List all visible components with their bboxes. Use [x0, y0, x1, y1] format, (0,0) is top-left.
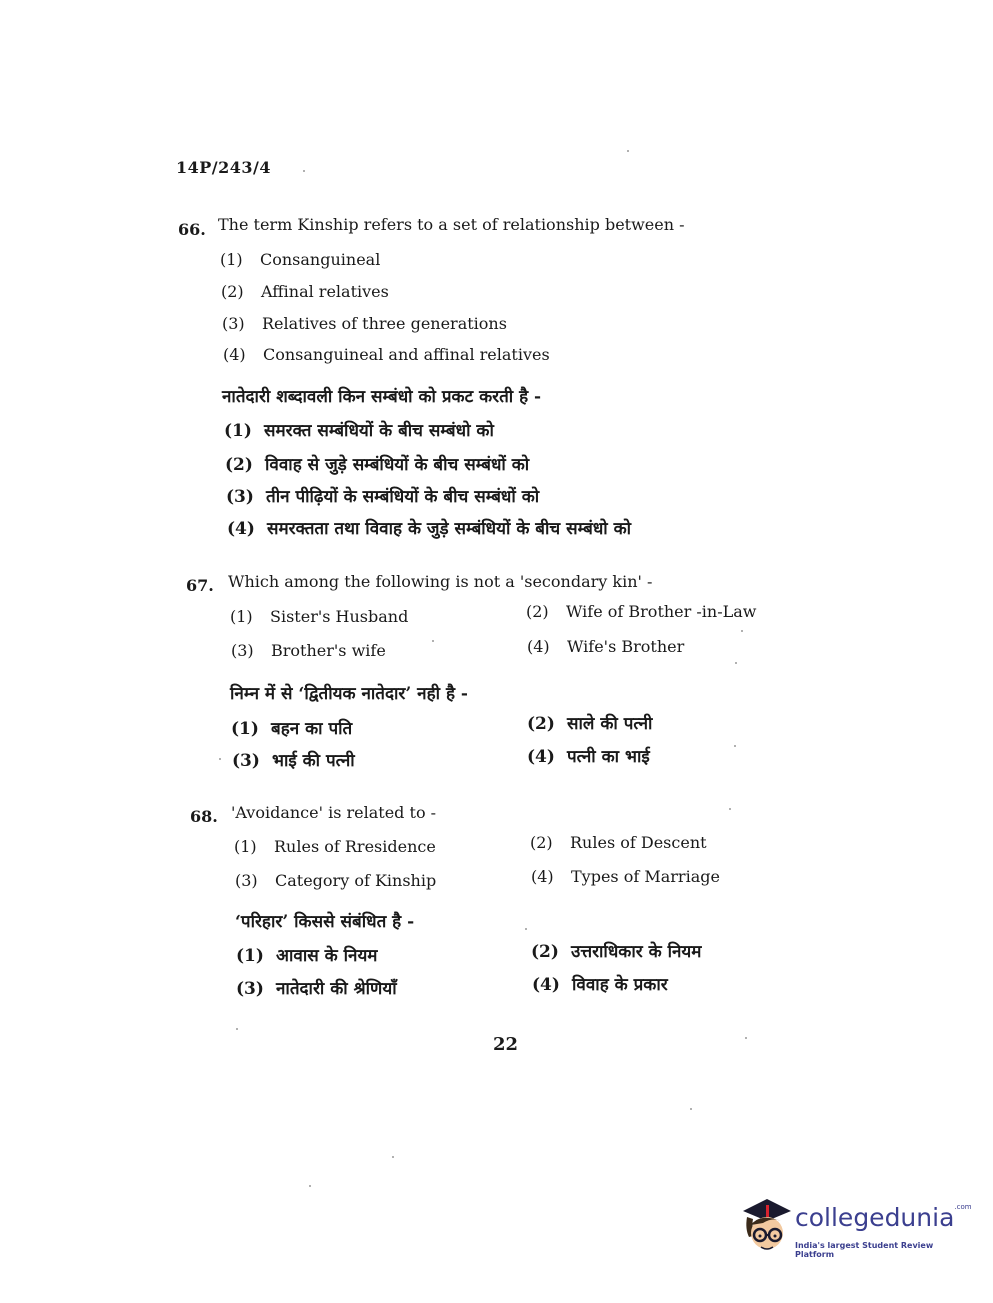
- option-en: [530, 833, 707, 852]
- option-text: Consanguineal and affinal relatives: [263, 345, 550, 364]
- option-text: Consanguineal: [260, 250, 381, 269]
- option-hi: [232, 748, 355, 771]
- option-hi: [231, 716, 352, 739]
- option-hi: [531, 939, 701, 962]
- scan-speck: [690, 1108, 692, 1110]
- option-hi: [236, 976, 397, 999]
- option-number: (3): [226, 487, 254, 507]
- option-text: Relatives of three generations: [262, 314, 507, 333]
- option-hi: [532, 972, 668, 995]
- option-number: (2): [225, 455, 253, 475]
- option-number: (1): [231, 719, 259, 739]
- question-text-en: 'Avoidance' is related to -: [231, 803, 437, 822]
- option-number: (1): [220, 250, 243, 269]
- option-text: Affinal relatives: [261, 282, 389, 301]
- scan-speck: [734, 745, 736, 747]
- option-hi: [527, 744, 650, 767]
- paper-code: 14P/243/4: [176, 158, 272, 177]
- option-number: (3): [232, 751, 260, 771]
- student-mascot-icon: [737, 1195, 793, 1257]
- brand-tagline: India's largest Student Review Platform: [795, 1241, 934, 1259]
- option-number: (4): [532, 975, 560, 995]
- question-text-en: Which among the following is not a 'secondary kin' -: [228, 572, 653, 591]
- option-number: (1): [234, 837, 257, 856]
- scan-speck: [219, 758, 221, 760]
- scan-speck: [236, 1028, 238, 1030]
- option-hi: [227, 516, 631, 539]
- option-number: (2): [531, 942, 559, 962]
- option-hi: [236, 943, 377, 966]
- brand-name: collegedunia$^{.com}$: [795, 1203, 972, 1232]
- option-en: [230, 607, 408, 626]
- option-hi: [226, 484, 539, 507]
- option-number: (4): [227, 519, 255, 539]
- option-text: साले की पत्नी: [567, 714, 653, 734]
- option-text: समरक्त सम्बंधियों के बीच सम्बंधो को: [264, 421, 494, 441]
- option-text: तीन पीढ़ियों के सम्बंधियों के बीच सम्बंधों को: [266, 487, 540, 507]
- option-text: Rules of Rresidence: [274, 837, 436, 856]
- option-text: नातेदारी की श्रेणियाँ: [276, 979, 397, 999]
- scan-speck: [729, 808, 731, 810]
- option-en: [231, 641, 386, 660]
- option-text: Rules of Descent: [570, 833, 707, 852]
- option-text: Wife's Brother: [567, 637, 685, 656]
- option-text: Brother's wife: [271, 641, 386, 660]
- option-text: समरक्तता तथा विवाह के जुड़े सम्बंधियों के बीच सम्बंधो को: [267, 519, 632, 539]
- option-en: [220, 250, 380, 269]
- question-text-hi: ‘परिहार’ किससे संबंधित है -: [235, 912, 415, 932]
- option-text: Sister's Husband: [270, 607, 409, 626]
- option-text: Category of Kinship: [275, 871, 437, 890]
- question-number: 66.: [178, 220, 206, 239]
- option-number: (3): [231, 641, 254, 660]
- option-number: (3): [236, 979, 264, 999]
- option-number: (1): [236, 946, 264, 966]
- question-text-hi: नातेदारी शब्दावली किन सम्बंधो को प्रकट करती है -: [222, 387, 542, 407]
- brand-dotcom: .com: [954, 1203, 972, 1211]
- option-text: Types of Marriage: [571, 867, 720, 886]
- option-text: आवास के नियम: [276, 946, 378, 966]
- scan-speck: [525, 928, 527, 930]
- option-hi: [527, 711, 652, 734]
- option-text: भाई की पत्नी: [272, 751, 355, 771]
- scan-speck: [303, 170, 305, 172]
- option-en: [222, 314, 507, 333]
- scan-speck: [309, 1185, 311, 1187]
- scan-speck: [392, 1156, 394, 1158]
- option-en: [235, 871, 436, 890]
- option-number: (4): [531, 867, 554, 886]
- collegedunia-watermark: [737, 1195, 972, 1265]
- option-number: (4): [527, 747, 555, 767]
- option-text: विवाह से जुड़े सम्बंधियों के बीच सम्बंधों को: [265, 455, 530, 475]
- question-number: 68.: [190, 807, 218, 826]
- question-number: 67.: [186, 576, 214, 595]
- option-text: Wife of Brother -in-Law: [566, 602, 757, 621]
- option-en: [531, 867, 720, 886]
- scan-speck: [741, 630, 743, 632]
- question-text-hi: निम्न में से ‘द्वितीयक नातेदार’ नही है -: [230, 684, 468, 704]
- scan-speck: [735, 662, 737, 664]
- scan-speck: [745, 1037, 747, 1039]
- option-number: (1): [230, 607, 253, 626]
- option-en: [234, 837, 436, 856]
- option-number: (1): [224, 421, 252, 441]
- option-en: [526, 602, 756, 621]
- option-number: (3): [235, 871, 258, 890]
- option-en: [223, 345, 550, 364]
- option-text: पत्नी का भाई: [567, 747, 650, 767]
- page-number: 22: [493, 1034, 519, 1055]
- option-en: [527, 637, 684, 656]
- option-en: [221, 282, 389, 301]
- option-number: (2): [221, 282, 244, 301]
- option-number: (4): [527, 637, 550, 656]
- option-number: (4): [223, 345, 246, 364]
- option-number: (3): [222, 314, 245, 333]
- question-text-en: The term Kinship refers to a set of relationship between -: [218, 215, 685, 234]
- scan-speck: [627, 150, 629, 152]
- option-number: (2): [527, 714, 555, 734]
- option-number: (2): [530, 833, 553, 852]
- option-text: बहन का पति: [271, 719, 353, 739]
- option-hi: [225, 452, 529, 475]
- scan-speck: [432, 640, 434, 642]
- option-text: उत्तराधिकार के नियम: [571, 942, 702, 962]
- option-number: (2): [526, 602, 549, 621]
- option-hi: [224, 418, 494, 441]
- option-text: विवाह के प्रकार: [572, 975, 668, 995]
